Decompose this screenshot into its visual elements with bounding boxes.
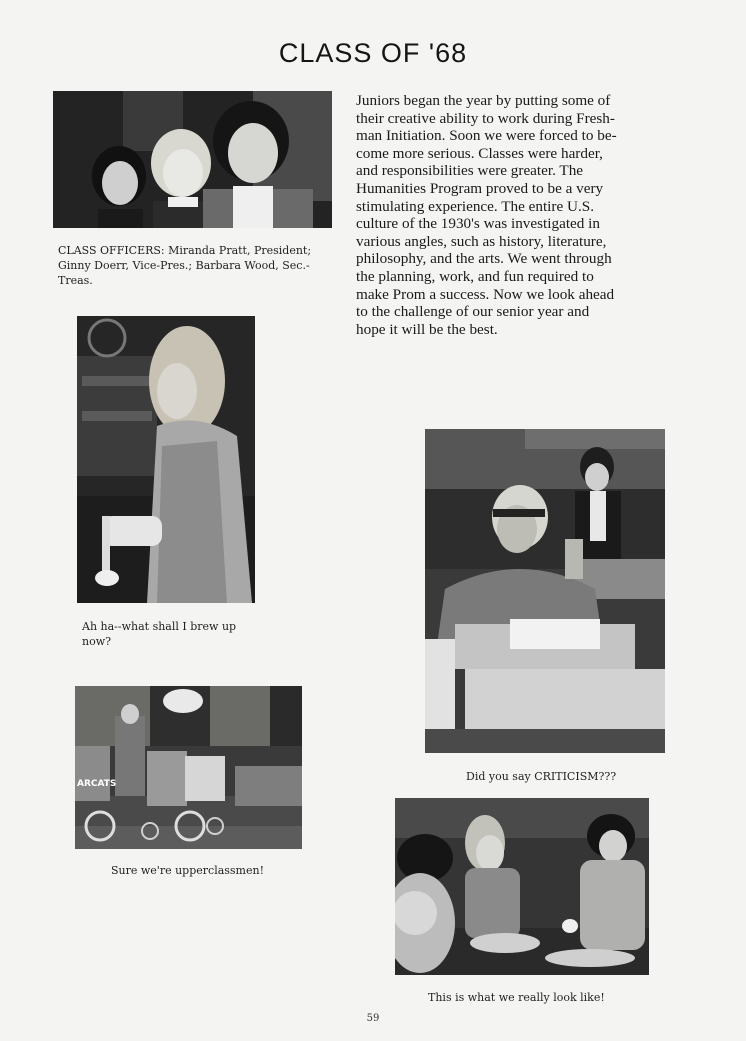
brewing-caption: Ah ha--what shall I brew up now? xyxy=(82,620,237,648)
criticism-caption: Did you say CRITICISM??? xyxy=(466,770,617,783)
girls-caption: This is what we really look like! xyxy=(428,991,605,1004)
girls-photo xyxy=(395,798,649,975)
page-title: CLASS OF '68 xyxy=(278,38,468,68)
criticism-photo xyxy=(425,429,665,753)
jersey-lettering: ARCATS xyxy=(77,779,117,789)
page-number: 59 xyxy=(366,1013,380,1024)
class-officers-caption: CLASS OFFICERS: Miranda Pratt, President; Ginny Doerr, Vice-Pres.; Barbara Wood, Sec.-Treas. xyxy=(58,244,312,287)
intro-paragraph: Juniors began the year by putting some of their creative ability to work during Fresh- man Initiation. Soon we were forced to be- come more serious. Classes were harder, and responsibilities were greater. The Humanities Program proved to be a very stimulating experience. The entire U.S. culture of the 1930's was investigated in various angles, such as history, literature, philosophy, and the arts. We went through the planning, work, and fun required to make Prom a success. Now we look ahead to the challenge of our senior year and hope it will be the best. xyxy=(356,92,617,338)
tricycles-caption: Sure we're upperclassmen! xyxy=(111,864,265,877)
class-officers-photo xyxy=(53,91,332,228)
tricycles-photo xyxy=(75,686,302,849)
brewing-photo xyxy=(77,316,255,603)
